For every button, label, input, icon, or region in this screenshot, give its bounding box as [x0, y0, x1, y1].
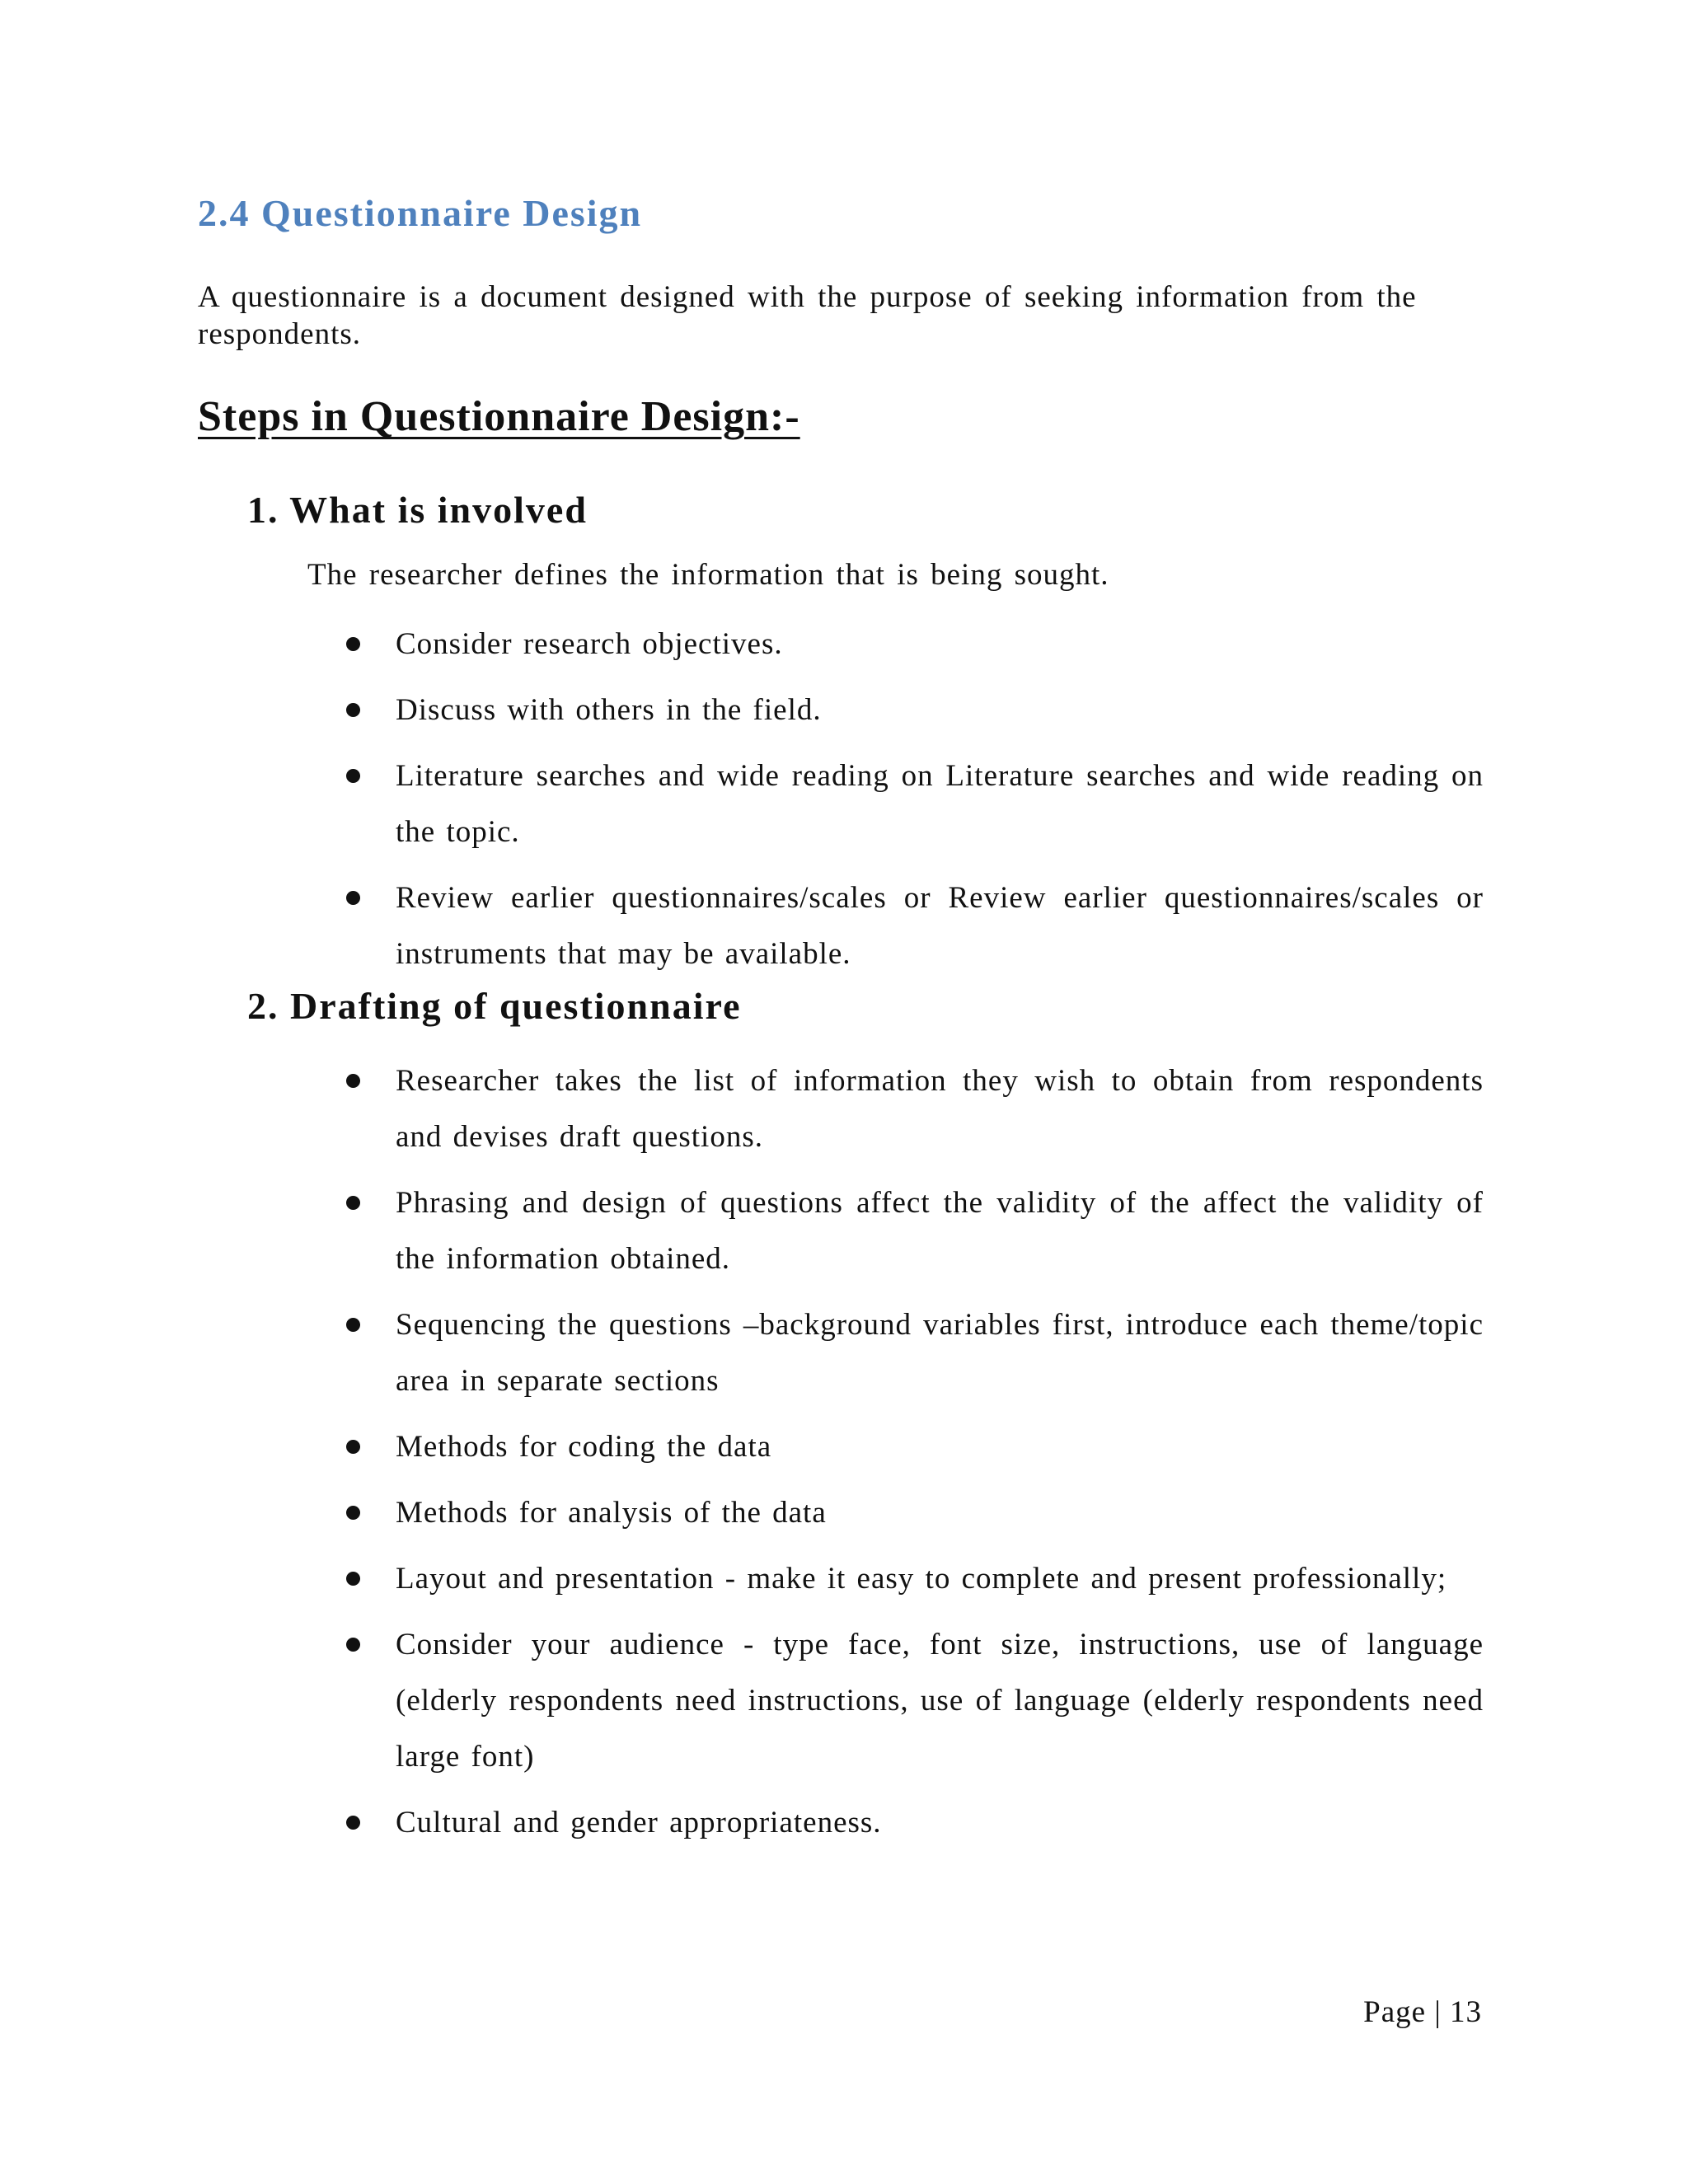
bullet-icon [346, 703, 360, 717]
list-item-text: Phrasing and design of questions affect the validity of the affect the validity of the information obtained. [396, 1186, 1484, 1276]
step-1-heading: 1. What is involved [247, 489, 588, 531]
list-item [346, 870, 1484, 982]
list-item-text: Consider research objectives. [396, 627, 783, 661]
list-item-text: Review earlier questionnaires/scales or Review earlier questionnaires/scales or instruments that may be available. [396, 881, 1484, 971]
list-item-text: Researcher takes the list of information they wish to obtain from respondents and devises draft questions. [396, 1064, 1484, 1154]
step-2-bullet-list [346, 1053, 1484, 1861]
step-1-bullet-list [346, 616, 1484, 992]
list-item [346, 1485, 1484, 1541]
list-item [346, 1053, 1484, 1165]
bullet-icon [346, 1816, 360, 1830]
list-item-text: Cultural and gender appropriateness. [396, 1806, 882, 1840]
list-item-text: Sequencing the questions –background variables first, introduce each theme/topic area in separate sections [396, 1308, 1484, 1398]
bullet-icon [346, 891, 360, 905]
list-item-text: Methods for coding the data [396, 1430, 772, 1464]
bullet-icon [346, 1318, 360, 1332]
bullet-icon [346, 1074, 360, 1088]
steps-heading: Steps in Questionnaire Design:- [198, 393, 800, 440]
bullet-icon [346, 1440, 360, 1454]
list-item-text: Layout and presentation - make it easy to complete and present professionally; [396, 1562, 1447, 1596]
list-item [346, 1297, 1484, 1409]
list-item-text: Consider your audience - type face, font size, instructions, use of language (elderly respondents need instructions, use of language (elderly respondents need large font) [396, 1628, 1484, 1774]
step-1-description: The researcher defines the information that is being sought. [307, 558, 1109, 592]
list-item-text: Methods for analysis of the data [396, 1496, 827, 1530]
list-item [346, 1551, 1484, 1607]
page-number: Page | 13 [1363, 1995, 1482, 2029]
bullet-icon [346, 1506, 360, 1520]
list-item-text: Literature searches and wide reading on Literature searches and wide reading on the topic. [396, 759, 1484, 849]
intro-paragraph: A questionnaire is a document designed with the purpose of seeking information from the respondents. [198, 280, 1417, 351]
list-item [346, 1795, 1484, 1851]
step-2-heading: 2. Drafting of questionnaire [247, 985, 742, 1027]
bullet-icon [346, 769, 360, 783]
list-item [346, 1419, 1484, 1475]
bullet-icon [346, 1638, 360, 1652]
list-item [346, 1617, 1484, 1785]
list-item-text: Discuss with others in the field. [396, 693, 822, 727]
bullet-icon [346, 1196, 360, 1210]
bullet-icon [346, 1572, 360, 1586]
bullet-icon [346, 637, 360, 651]
list-item [346, 1175, 1484, 1287]
list-item [346, 748, 1484, 860]
section-title: 2.4 Questionnaire Design [198, 192, 643, 234]
list-item [346, 682, 1484, 738]
list-item [346, 616, 1484, 673]
